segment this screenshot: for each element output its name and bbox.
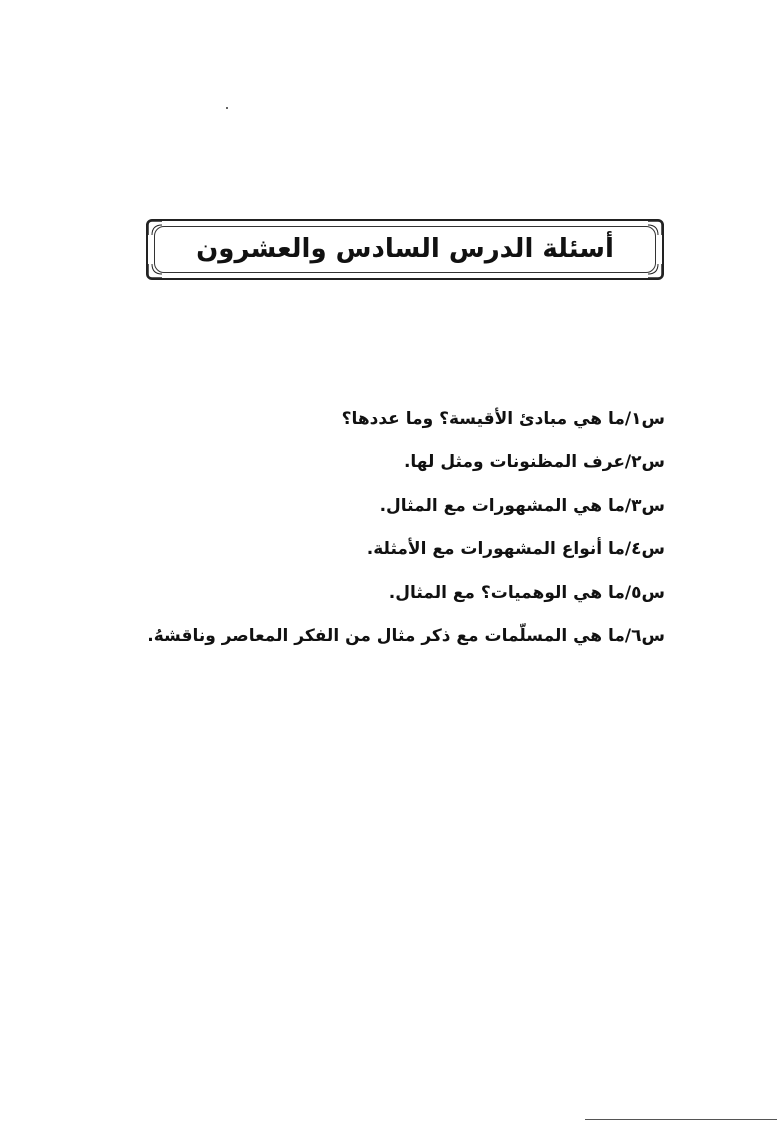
page-title: أسئلة الدرس السادس والعشرون [196,233,614,264]
title-frame-inner [154,226,656,273]
question-item: س٥/ما هي الوهميات؟ مع المثال. [388,582,665,603]
question-item: س١/ما هي مبادئ الأقيسة؟ وما عددها؟ [341,409,665,429]
question-item: س٣/ما هي المشهورات مع المثال. [379,495,665,516]
scan-speck [226,107,228,109]
question-item: س٤/ما أنواع المشهورات مع الأمثلة. [366,539,665,560]
page-edge-line [585,1119,777,1120]
questions-list [105,398,665,658]
question-item: س٦/ما هي المسلّمات مع ذكر مثال من الفكر المعاصر وناقشهُ. [147,626,665,647]
title-frame [146,219,664,280]
question-item: س٢/عرف المظنونات ومثل لها. [403,452,665,473]
